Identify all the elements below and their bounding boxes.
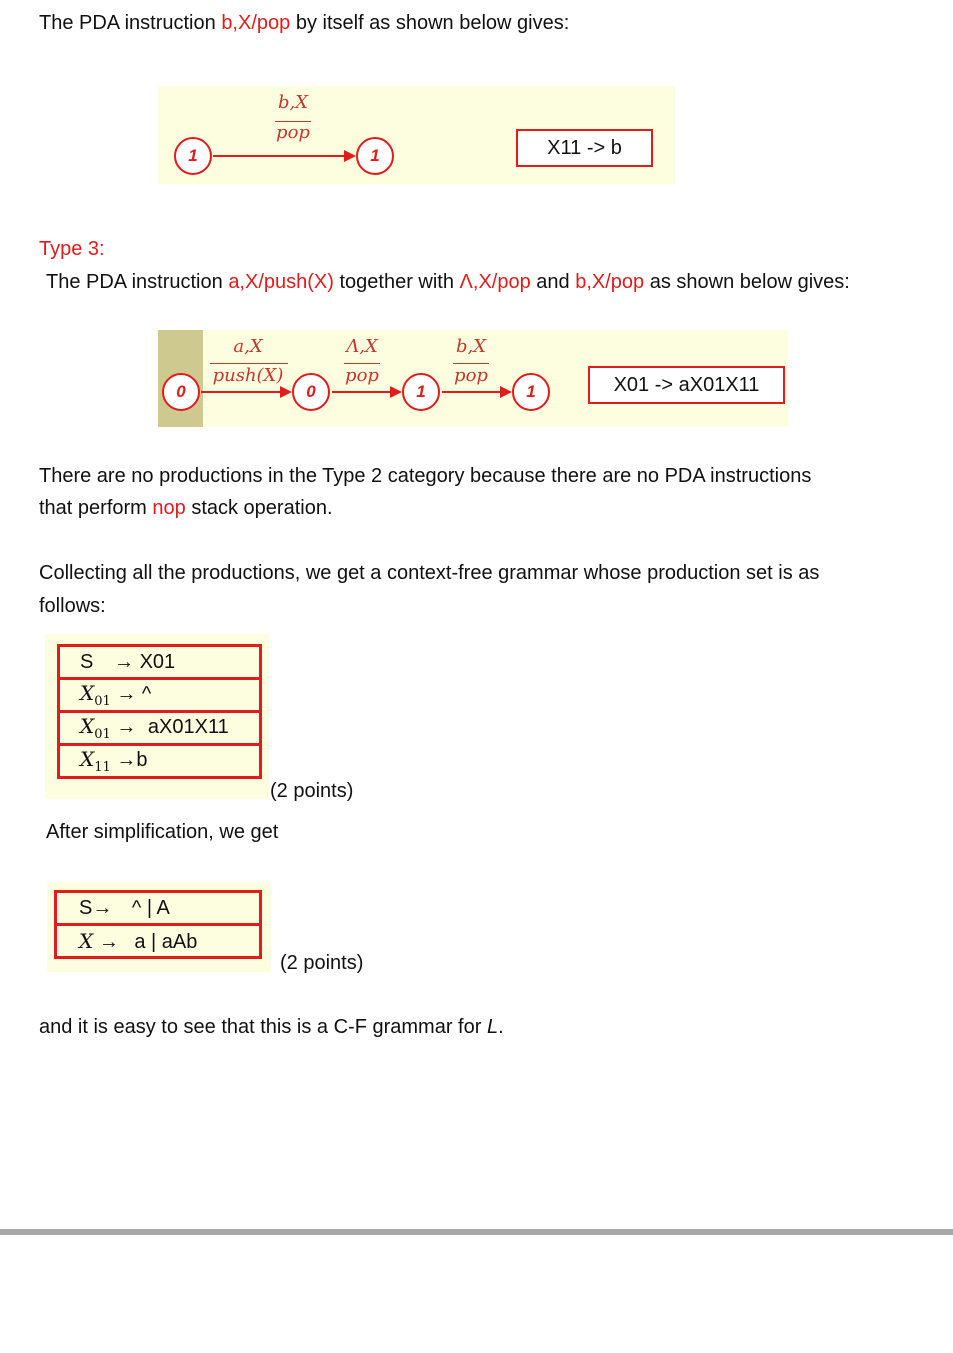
state-node: 0 [292, 373, 330, 411]
type2-note-line1: There are no productions in the Type 2 category because there are no PDA instructions [39, 465, 812, 487]
transition-label-bottom: push(X) [212, 365, 284, 386]
rhs: ^ [141, 683, 152, 705]
type2-note-line2: that perform nop stack operation. [39, 497, 333, 519]
state-node: 1 [356, 137, 394, 175]
rhs: aX01X11 [147, 716, 229, 738]
table-row [56, 892, 261, 925]
rhs: a | aAb [134, 930, 198, 953]
rhs: ^ | A [131, 896, 170, 919]
arrow: → [98, 930, 119, 953]
transition-label-bottom: pop [345, 365, 379, 386]
state-node: 1 [402, 373, 440, 411]
horizontal-divider [0, 1229, 953, 1235]
fraction-line [210, 363, 288, 364]
transition-label-top: b,X [277, 92, 309, 113]
state-node: 1 [512, 373, 550, 411]
points-label: (2 points) [280, 952, 364, 974]
table-row [59, 745, 261, 778]
transition-label-bottom: pop [454, 365, 488, 386]
transition-label-top: b,X [455, 336, 487, 357]
arrow: → [116, 683, 137, 705]
state-node: 1 [174, 137, 212, 175]
grammar-1-table [57, 644, 262, 779]
state-node: 0 [162, 373, 200, 411]
table-row [59, 679, 261, 712]
collecting-line2: follows: [39, 595, 106, 617]
type3-heading: Type 3: [39, 238, 105, 260]
type3-sentence: The PDA instruction a,X/push(X) together with Λ,X/pop and b,X/pop as shown below gives: [46, 271, 850, 293]
instruction-highlight: b,X/pop [221, 12, 291, 34]
transition-label-top: a,X [233, 336, 263, 357]
table-row [59, 646, 261, 679]
lhs: S [80, 650, 94, 673]
rhs: b [136, 749, 148, 771]
nop-highlight: nop [152, 497, 186, 519]
intro-sentence: The PDA instruction b,X/pop by itself as shown below gives: [39, 12, 570, 34]
points-label: (2 points) [270, 780, 354, 802]
arrow: → [116, 716, 137, 738]
rhs: X01 [139, 650, 176, 673]
table-row [59, 712, 261, 745]
lhs: $X_{01}$ [80, 681, 111, 709]
pda-diagram-1 [158, 86, 675, 184]
lhs: X [79, 928, 94, 953]
production-box: X01 -> aX01X11 [588, 366, 785, 404]
collecting-line1: Collecting all the productions, we get a context-free grammar whose production set is as [39, 562, 820, 584]
transition-label-bottom: pop [276, 122, 310, 143]
fraction-line [344, 363, 380, 364]
arrow: → [116, 749, 137, 771]
lhs: $X_{01}$ [80, 714, 111, 742]
fraction-line [453, 363, 489, 364]
arrow: → [92, 896, 113, 919]
pda-diagram-2 [158, 330, 788, 427]
lhs: $X_{11}$ [80, 747, 111, 775]
after-simplification: After simplification, we get [46, 821, 279, 843]
production-box: X11 -> b [516, 129, 653, 167]
arrow: → [114, 650, 134, 673]
grammar-2-table [54, 890, 262, 959]
conclusion-sentence: and it is easy to see that this is a C-F grammar for L. [39, 1016, 504, 1038]
lhs: S [79, 896, 93, 919]
table-row [56, 925, 261, 958]
transition-label-top: Λ,X [346, 336, 378, 357]
